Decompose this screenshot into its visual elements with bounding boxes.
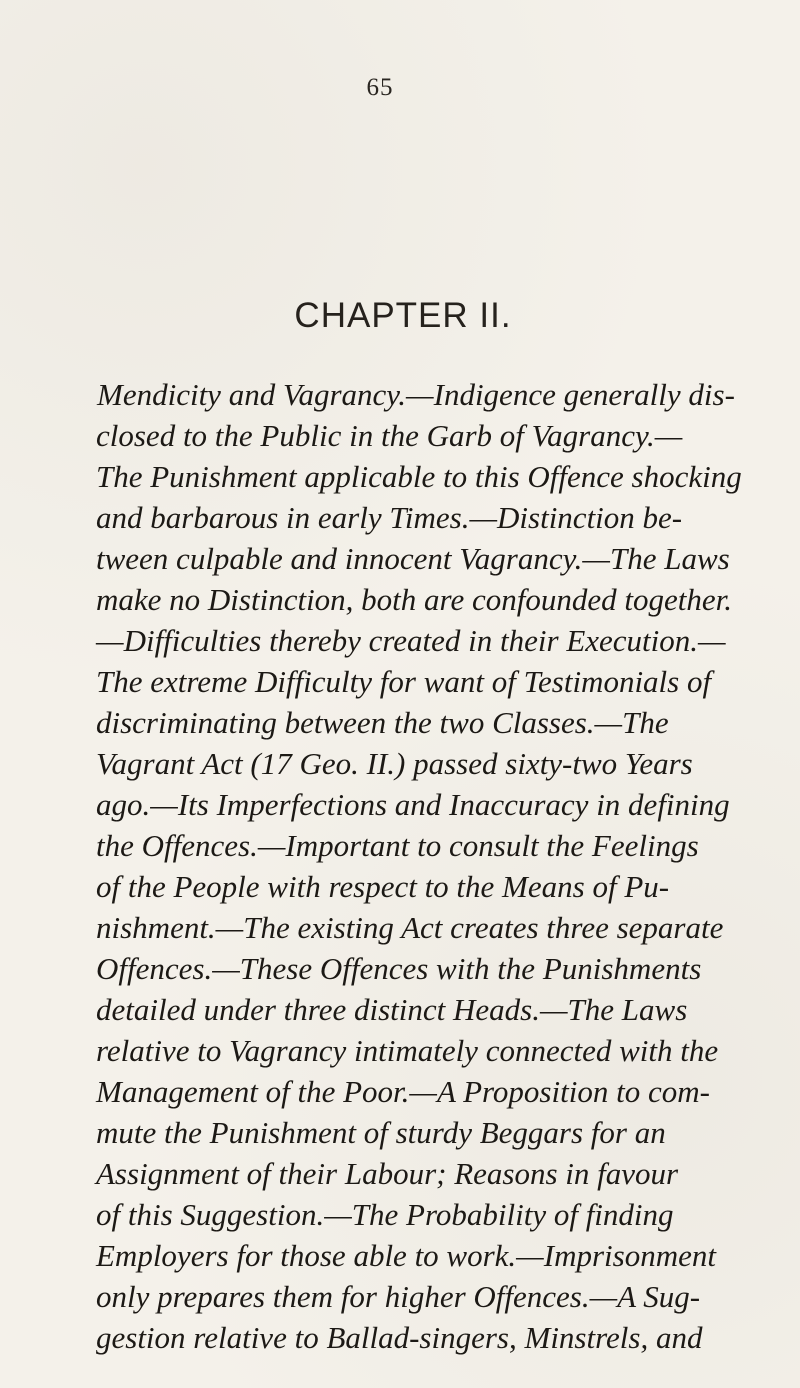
summary-line: The Punishment applicable to this Offence shocking bbox=[96, 459, 742, 494]
summary-line: Assignment of their Labour; Reasons in favour bbox=[96, 1156, 679, 1191]
summary-line: gestion relative to Ballad-singers, Minstrels, and bbox=[96, 1320, 703, 1355]
summary-line: closed to the Public in the Garb of Vagrancy.— bbox=[96, 418, 683, 453]
summary-line: of the People with respect to the Means of Pu- bbox=[96, 869, 670, 904]
summary-line: the Offences.—Important to consult the Feelings bbox=[96, 828, 699, 863]
summary-line: tween culpable and innocent Vagrancy.—The Laws bbox=[96, 541, 730, 576]
summary-line: Offences.—These Offences with the Punishments bbox=[96, 951, 702, 986]
summary-line: detailed under three distinct Heads.—The Laws bbox=[96, 992, 688, 1027]
summary-line: only prepares them for higher Offences.—A Sug- bbox=[96, 1279, 701, 1314]
summary-line: discriminating between the two Classes.—The bbox=[96, 705, 669, 740]
summary-line: —Difficulties thereby created in their Execution.— bbox=[96, 623, 726, 658]
chapter-summary bbox=[0, 365, 800, 1385]
summary-line: relative to Vagrancy intimately connected with the bbox=[96, 1033, 719, 1068]
summary-line: Employers for those able to work.—Imprisonment bbox=[96, 1238, 716, 1273]
summary-line: Management of the Poor.—A Proposition to com- bbox=[96, 1074, 710, 1109]
summary-line: of this Suggestion.—The Probability of finding bbox=[96, 1197, 674, 1232]
summary-line: ago.—Its Imperfections and Inaccuracy in defining bbox=[96, 787, 730, 822]
summary-line: The extreme Difficulty for want of Testimonials of bbox=[96, 664, 712, 699]
summary-line: make no Distinction, both are confounded together. bbox=[96, 582, 732, 617]
chapter-title: CHAPTER II. bbox=[294, 296, 512, 335]
summary-line: nishment.—The existing Act creates three separate bbox=[96, 910, 724, 945]
summary-line: Vagrant Act (17 Geo. II.) passed sixty-two Years bbox=[96, 746, 693, 781]
summary-line: and barbarous in early Times.—Distinction be- bbox=[96, 500, 683, 535]
summary-line: Mendicity and Vagrancy.—Indigence generally dis- bbox=[97, 377, 735, 412]
summary-line: mute the Punishment of sturdy Beggars for an bbox=[96, 1115, 666, 1150]
page-number: 65 bbox=[366, 74, 394, 101]
